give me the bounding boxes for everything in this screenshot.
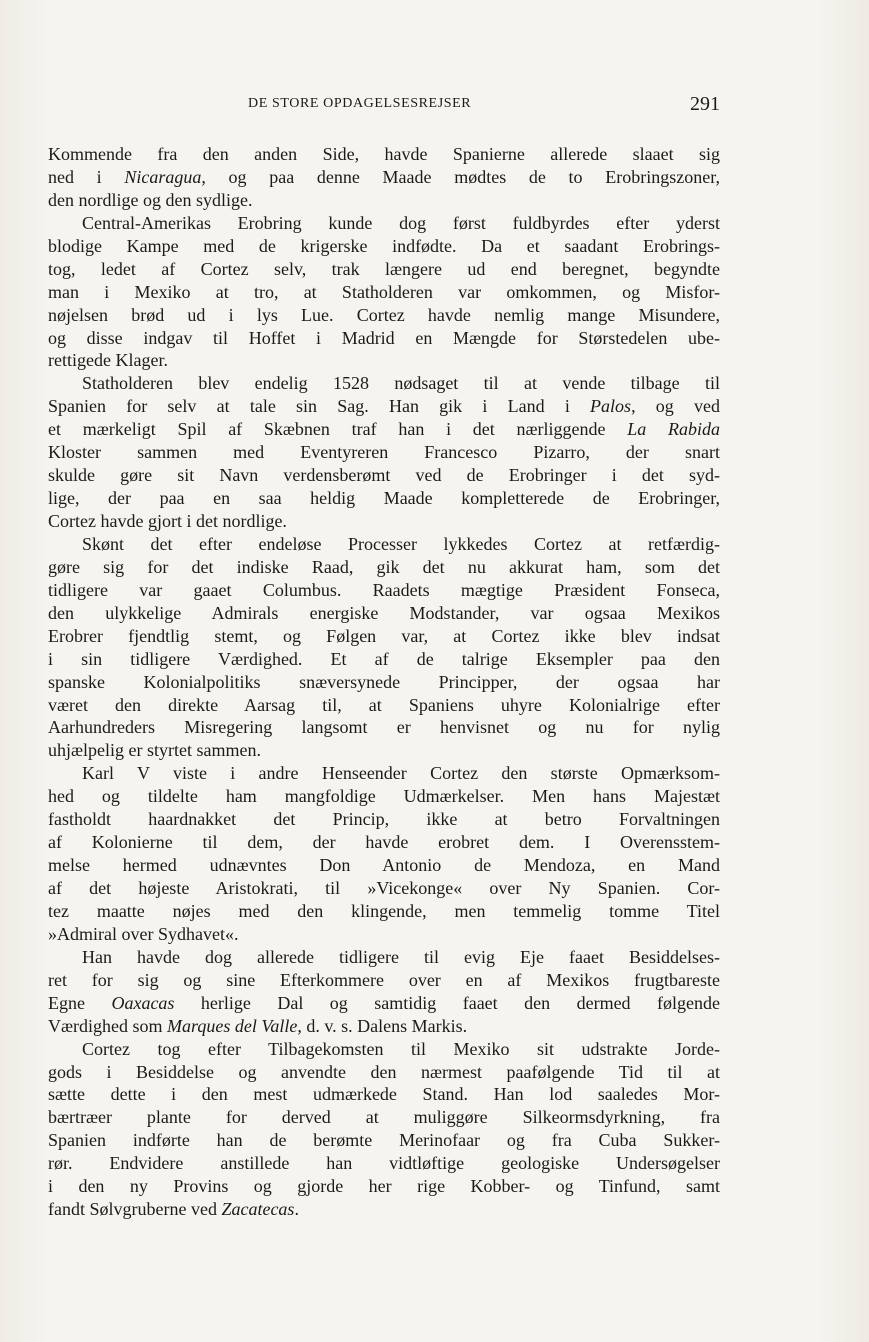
text-line [48,671,720,694]
text-segment: spanske Kolonialpolitiks snæversynede Principper, der ogsaa har [48,671,720,692]
body-text [48,143,720,1221]
text-line [48,946,720,969]
italic-text-segment: Nicaragua [124,166,202,187]
text-segment: , og paa denne Maade mødtes de to Erobringszoner, [201,166,720,187]
text-line [48,1061,720,1084]
text-line [48,418,720,441]
running-head-title: DE STORE OPDAGELSESREJSER [248,96,472,111]
text-line [48,556,720,579]
running-head [48,94,720,120]
text-line [48,349,720,372]
text-line [48,969,720,992]
text-segment: Aarhundreders Misregering langsomt er henvisnet og nu for nylig [48,717,720,738]
text-segment: Kommende fra den anden Side, havde Spanierne allerede slaaet sig [48,144,720,164]
text-segment: Karl V viste i andre Henseender Cortez den største Opmærksom- [82,763,720,784]
text-line [48,166,720,189]
text-segment: Værdighed som [48,1015,167,1036]
text-line [48,327,720,350]
text-segment: Skønt det efter endeløse Processer lykkedes Cortez at retfærdig- [82,533,720,554]
text-line [48,464,720,487]
text-line [48,304,720,327]
text-line [48,1015,720,1038]
text-segment: været den direkte Aarsag til, at Spaniens uhyre Kolonialrige efter [48,694,720,715]
text-segment: og disse indgav til Hoffet i Madrid en Mængde for Størstedelen ube- [48,327,720,348]
text-segment: af Kolonierne til dem, der havde erobret dem. I Overensstem- [48,832,720,853]
text-segment: hed og tildelte ham mangfoldige Udmærkelser. Men hans Majestæt [48,786,720,807]
text-line [48,1038,720,1061]
text-line [48,281,720,304]
text-line [48,533,720,556]
text-segment: gods i Besiddelse og anvendte den nærmest paafølgende Tid til at [48,1061,720,1082]
italic-text-segment: Oaxacas [111,992,175,1013]
text-segment: i sin tidligere Værdighed. Et af de talrige Eksempler paa den [48,648,720,669]
text-segment: tez maatte nøjes med den klingende, men temmelig tomme Titel [48,900,720,921]
text-segment: Spanien indførte han de berømte Merinofaar og fra Cuba Sukker- [48,1130,720,1151]
italic-text-segment: La Rabida [627,419,720,440]
text-segment: nøjelsen brød ud i lys Lue. Cortez havde nemlig mange Misundere, [48,304,720,325]
text-line [48,189,720,212]
text-segment: den nordlige og den sydlige. [48,189,253,210]
text-segment: bærtræer plante for derved at muliggøre Silkeormsdyrkning, fra [48,1107,720,1128]
text-segment: »Admiral over Sydhavet«. [48,923,239,944]
text-line [48,831,720,854]
text-line [48,258,720,281]
text-line [48,579,720,602]
italic-text-segment: Zacatecas [221,1199,295,1220]
italic-text-segment: Marques del Valle [167,1015,298,1036]
text-segment: af det højeste Aristokrati, til »Vicekonge« over Ny Spanien. Cor- [48,878,720,898]
text-line [48,923,720,946]
text-segment: fastholdt haardnakket det Princip, ikke at betro Forvaltningen [48,809,720,830]
text-line [48,739,720,762]
text-segment: rettigede Klager. [48,350,168,371]
text-line [48,372,720,395]
text-segment: i den ny Provins og gjorde her rige Kobber- og Tinfund, samt [48,1176,720,1197]
text-line [48,395,720,418]
text-segment: Cortez tog efter Tilbagekomsten til Mexiko sit udstrakte Jorde- [82,1038,720,1059]
text-segment: . [294,1199,299,1220]
text-segment: lige, der paa en saa heldig Maade kompletterede de Erobringer, [48,488,720,509]
text-segment: et mærkeligt Spil af Skæbnen traf han i det nærliggende [48,419,628,440]
text-segment: fandt Sølvgruberne ved [48,1199,222,1220]
italic-text-segment: Palos [590,396,632,417]
text-line [48,1198,720,1221]
text-line [48,602,720,625]
text-line [48,487,720,510]
text-segment: Han havde dog allerede tidligere til evig Eje faaet Besiddelses- [82,946,720,967]
text-segment: ret for sig og sine Efterkommere over en af Mexikos frugtbareste [48,969,720,990]
text-segment: Statholderen blev endelig 1528 nødsaget til at vende tilbage til [82,373,720,394]
text-line [48,900,720,923]
text-segment: , og ved [631,396,720,417]
text-segment: man i Mexiko at tro, at Statholderen var omkommen, og Misfor- [48,281,720,302]
text-line [48,235,720,258]
text-segment: uhjælpelig er styrtet sammen. [48,740,261,761]
text-segment: skulde gøre sit Navn verdensberømt ved de Erobringer i det syd- [48,465,720,486]
text-segment: gøre sig for det indiske Raad, gik det nu akkurat ham, som det [48,556,720,577]
text-segment: tog, ledet af Cortez selv, trak længere ud end beregnet, begyndte [48,258,720,279]
text-segment: Egne [48,992,112,1013]
text-segment: melse hermed udnævntes Don Antonio de Mendoza, en Mand [48,855,720,876]
page-number: 291 [690,93,720,115]
text-segment: tidligere var gaaet Columbus. Raadets mægtige Præsident Fonseca, [48,579,720,600]
text-line [48,716,720,739]
text-line [48,1152,720,1175]
text-line [48,625,720,648]
text-line [48,212,720,235]
text-line [48,762,720,785]
text-line [48,992,720,1015]
text-line [48,1106,720,1129]
text-line [48,1129,720,1152]
text-segment: blodige Kampe med de krigerske indfødte. Da et saadant Erobrings- [48,235,720,256]
text-line [48,510,720,533]
text-segment: , d. v. s. Dalens Markis. [297,1015,468,1036]
text-segment: herlige Dal og samtidig faaet den dermed følgende [174,992,720,1013]
text-segment: Central-Amerikas Erobring kunde dog først fuldbyrdes efter yderst [82,212,720,233]
text-segment: Kloster sammen med Eventyreren Francesco Pizarro, der snart [48,442,720,463]
text-segment: Spanien for selv at tale sin Sag. Han gik i Land i [48,396,591,417]
text-segment: den ulykkelige Admirals energiske Modstander, var ogsaa Mexikos [48,602,720,623]
text-line [48,808,720,831]
text-line [48,854,720,877]
text-line [48,785,720,808]
text-line [48,694,720,717]
text-segment: rør. Endvidere anstillede han vidtløftige geologiske Undersøgelser [48,1153,720,1174]
text-segment: Cortez havde gjort i det nordlige. [48,511,287,531]
text-line [48,441,720,464]
text-segment: ned i [48,166,125,187]
text-line [48,877,720,900]
text-line [48,143,720,166]
text-line [48,1175,720,1198]
text-line [48,1083,720,1106]
text-segment: sætte dette i den mest udmærkede Stand. Han lod saaledes Mor- [48,1084,720,1105]
text-line [48,648,720,671]
text-segment: Erobrer fjendtlig stemt, og Følgen var, at Cortez ikke blev indsat [48,625,720,646]
